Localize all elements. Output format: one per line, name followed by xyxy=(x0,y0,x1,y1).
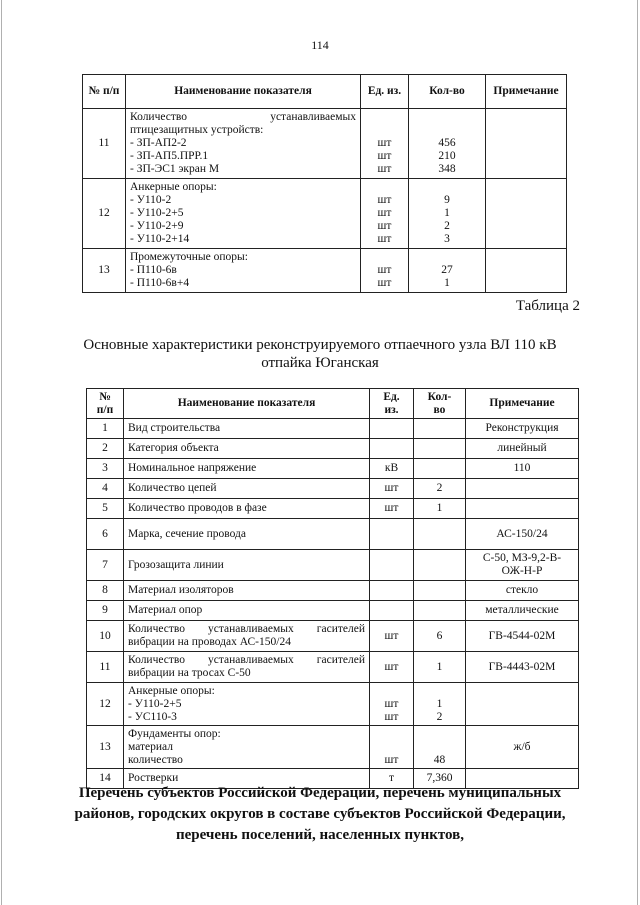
row-name: Грозозащита линии xyxy=(124,550,370,581)
col-header-num: № п/п xyxy=(83,75,126,109)
table-row xyxy=(87,683,579,726)
row-note xyxy=(466,479,579,499)
row-name: Количество устанавливаемых птицезащитных устройств: - ЗП-АП2-2 - ЗП-АП5.ПРР.1 - ЗП-ЭС1 экран М xyxy=(126,109,361,179)
row-name: Марка, сечение провода xyxy=(124,519,370,550)
row-unit: шт xyxy=(370,479,414,499)
table2-title: Основные характеристики реконструируемого отпаечного узла ВЛ 110 кВ отпайка Юганская xyxy=(83,337,557,371)
row-name: Количество проводов в фазе xyxy=(124,499,370,519)
row-name: Категория объекта xyxy=(124,439,370,459)
row-note: металлические xyxy=(466,601,579,621)
row-qty xyxy=(414,439,466,459)
col-header-qty: Кол-во xyxy=(409,75,486,109)
row-unit: шт шт xyxy=(361,249,409,293)
row-qty xyxy=(414,519,466,550)
col-header-unit: Ед. из. xyxy=(361,75,409,109)
row-unit xyxy=(370,519,414,550)
row-num: 11 xyxy=(87,652,124,683)
row-name: Фундаменты опор: материал количество xyxy=(124,726,370,769)
row-name: Анкерные опоры: - У110-2 - У110-2+5 - У110-2+9 - У110-2+14 xyxy=(126,179,361,249)
col-header-name: Наименование показателя xyxy=(124,389,370,419)
row-unit: т xyxy=(370,769,414,789)
table2-caption: Таблица 2 xyxy=(515,298,580,314)
row-qty xyxy=(414,550,466,581)
row-num: 2 xyxy=(87,439,124,459)
row-num: 13 xyxy=(87,726,124,769)
table-row xyxy=(87,499,579,519)
table-row xyxy=(87,550,579,581)
row-num: 11 xyxy=(83,109,126,179)
row-num: 12 xyxy=(87,683,124,726)
row-unit: шт xyxy=(370,499,414,519)
row-num: 1 xyxy=(87,419,124,439)
table-row xyxy=(87,479,579,499)
row-note: АС-150/24 xyxy=(466,519,579,550)
row-qty: 9 1 2 3 xyxy=(409,179,486,249)
row-qty xyxy=(414,581,466,601)
page-number: 114 xyxy=(311,38,329,52)
page-edge-right xyxy=(637,0,638,905)
table-row xyxy=(87,601,579,621)
row-unit xyxy=(370,601,414,621)
row-name: Вид строительства xyxy=(124,419,370,439)
col-header-note: Примечание xyxy=(486,75,567,109)
row-note xyxy=(466,683,579,726)
row-note: С-50, МЗ-9,2-В- ОЖ-Н-Р xyxy=(466,550,579,581)
col-header-num: № п/п xyxy=(87,389,124,419)
table-row xyxy=(83,249,567,293)
row-num: 10 xyxy=(87,621,124,652)
table-row xyxy=(87,726,579,769)
table-row xyxy=(87,419,579,439)
row-note: ж/б xyxy=(466,726,579,769)
row-note: ГВ-4443-02М xyxy=(466,652,579,683)
row-unit: кВ xyxy=(370,459,414,479)
row-unit: шт шт шт xyxy=(361,109,409,179)
page-edge-left xyxy=(1,0,2,905)
row-num: 13 xyxy=(83,249,126,293)
row-num: 5 xyxy=(87,499,124,519)
row-unit: шт xyxy=(370,726,414,769)
row-num: 12 xyxy=(83,179,126,249)
row-unit xyxy=(370,439,414,459)
table-row xyxy=(83,179,567,249)
col-header-note: Примечание xyxy=(466,389,579,419)
characteristics-table xyxy=(86,388,579,789)
row-unit: шт шт шт шт xyxy=(361,179,409,249)
row-note xyxy=(486,179,567,249)
row-qty xyxy=(414,601,466,621)
table-row xyxy=(87,581,579,601)
col-header-unit: Ед. из. xyxy=(370,389,414,419)
row-qty: 7,360 xyxy=(414,769,466,789)
table-continued xyxy=(82,74,567,293)
row-name: Номинальное напряжение xyxy=(124,459,370,479)
row-qty: 456 210 348 xyxy=(409,109,486,179)
table-header-row xyxy=(83,75,567,109)
row-qty: 2 xyxy=(414,479,466,499)
row-num: 14 xyxy=(87,769,124,789)
row-unit: шт xyxy=(370,652,414,683)
row-note xyxy=(486,249,567,293)
section-heading: Перечень субъектов Российской Федерации, перечень муниципальных районов, городских округов в составе субъектов Российской Федерации, перечень поселений, населенных пунктов, xyxy=(74,785,566,843)
row-note: Реконструкция xyxy=(466,419,579,439)
row-qty: 1 xyxy=(414,499,466,519)
row-name: Количество цепей xyxy=(124,479,370,499)
row-note xyxy=(466,499,579,519)
table-header-row xyxy=(87,389,579,419)
row-unit xyxy=(370,581,414,601)
col-header-name: Наименование показателя xyxy=(126,75,361,109)
row-unit xyxy=(370,419,414,439)
row-unit xyxy=(370,550,414,581)
row-qty: 6 xyxy=(414,621,466,652)
row-qty: 27 1 xyxy=(409,249,486,293)
row-num: 7 xyxy=(87,550,124,581)
row-qty: 1 xyxy=(414,652,466,683)
row-name: Анкерные опоры: - У110-2+5 - УС110-3 xyxy=(124,683,370,726)
row-qty: 1 2 xyxy=(414,683,466,726)
row-unit: шт шт xyxy=(370,683,414,726)
table-row xyxy=(83,109,567,179)
row-name: Промежуточные опоры: - П110-6в - П110-6в+4 xyxy=(126,249,361,293)
row-note: линейный xyxy=(466,439,579,459)
table-row xyxy=(87,519,579,550)
table-row xyxy=(87,439,579,459)
table-row xyxy=(87,621,579,652)
table-row xyxy=(87,652,579,683)
row-qty xyxy=(414,419,466,439)
row-num: 3 xyxy=(87,459,124,479)
table-row xyxy=(87,459,579,479)
row-qty: 48 xyxy=(414,726,466,769)
row-note: стекло xyxy=(466,581,579,601)
row-name: Материал изоляторов xyxy=(124,581,370,601)
row-name: Материал опор xyxy=(124,601,370,621)
col-header-qty: Кол- во xyxy=(414,389,466,419)
row-name: Количество устанавливаемых гасителей вибрации на проводах АС-150/24 xyxy=(124,621,370,652)
row-unit: шт xyxy=(370,621,414,652)
row-qty xyxy=(414,459,466,479)
row-num: 8 xyxy=(87,581,124,601)
row-name: Количество устанавливаемых гасителей вибрации на тросах С-50 xyxy=(124,652,370,683)
row-note xyxy=(486,109,567,179)
row-num: 4 xyxy=(87,479,124,499)
row-note: ГВ-4544-02М xyxy=(466,621,579,652)
row-num: 9 xyxy=(87,601,124,621)
row-num: 6 xyxy=(87,519,124,550)
row-note: 110 xyxy=(466,459,579,479)
row-name: Ростверки xyxy=(124,769,370,789)
